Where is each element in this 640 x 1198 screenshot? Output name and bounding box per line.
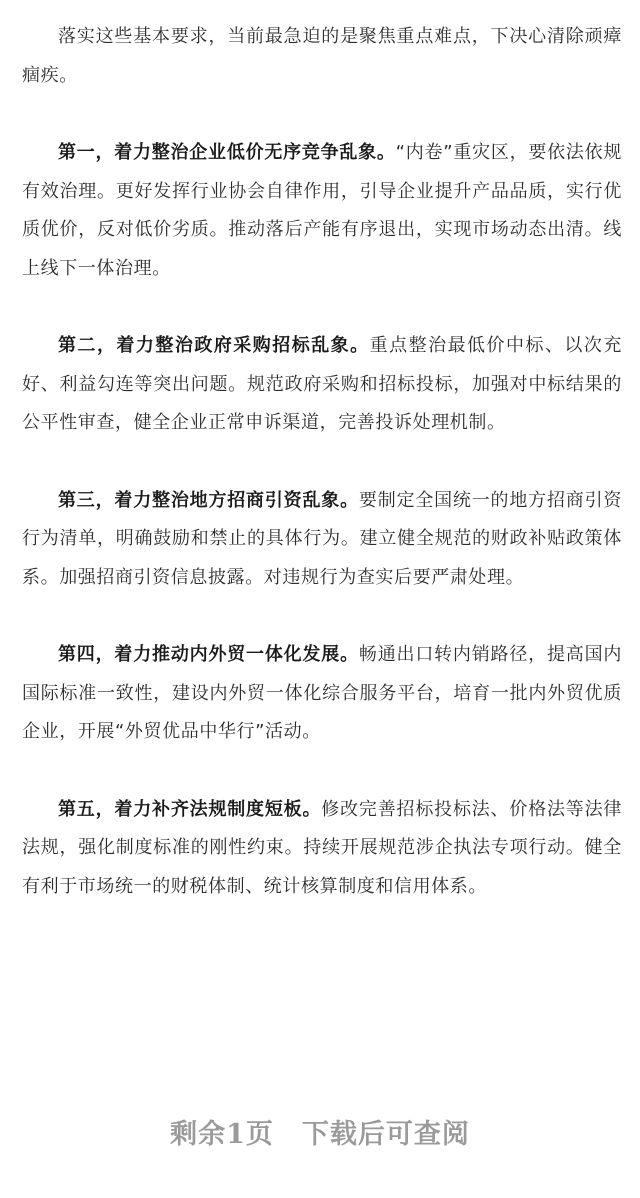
paragraph-gap <box>22 597 622 636</box>
paragraph-gap <box>22 443 622 482</box>
item-lead-2: 第二，着力整治政府采购招标乱象。 <box>58 335 370 356</box>
item-lead-4: 第四，着力推动内外贸一体化发展。 <box>58 644 359 665</box>
download-prompt[interactable] <box>0 1112 640 1151</box>
item-paragraph-4 <box>22 636 622 752</box>
item-paragraph-2 <box>22 327 622 443</box>
remaining-pages-label: 剩余1页 <box>170 1119 274 1150</box>
item-lead-1: 第一，着力整治企业低价无序竞争乱象。 <box>58 142 396 163</box>
item-lead-5: 第五，着力补齐法规制度短板。 <box>58 798 322 820</box>
intro-paragraph: 落实这些基本要求，当前最急迫的是聚焦重点难点，下决心清除顽瘴痼疾。 <box>22 26 622 86</box>
item-body-2: 重点整治最低价中标、以次充好、利益勾连等突出问题。规范政府采购和招标投标，加强对中标结果的公平性审查，健全企业正常申诉渠道，完善投诉处理机制。 <box>22 335 622 433</box>
item-body-3: 要制定全国统一的地方招商引资行为清单，明确鼓励和禁止的具体行为。建立健全规范的财政补贴政策体系。加强招商引资信息披露。对违规行为查实后要严肃处理。 <box>22 489 622 588</box>
item-paragraph-1 <box>22 134 622 288</box>
item-body-1: “内卷”重灾区，要依法依规有效治理。更好发挥行业协会自律作用，引导企业提升产品品质，实行优质优价，反对低价劣质。推动落后产能有序退出，实现市场动态出清。线上线下一体治理。 <box>22 142 622 279</box>
paragraph-gap <box>22 288 622 327</box>
download-to-view-label: 下载后可查阅 <box>301 1119 470 1150</box>
item-lead-3: 第三，着力整治地方招商引资乱象。 <box>58 489 359 511</box>
item-paragraph-3 <box>22 482 622 598</box>
item-body-5: 修改完善招标投标法、价格法等法律法规，强化制度标准的刚性约束。持续开展规范涉企执法专项行动。健全有利于市场统一的财税体制、统计核算制度和信用体系。 <box>22 798 622 897</box>
paragraph-gap <box>22 752 622 791</box>
item-paragraph-5 <box>22 791 622 907</box>
paragraph-gap <box>22 95 622 134</box>
item-body-4: 畅通出口转内销路径，提高国内国际标准一致性，建设内外贸一体化综合服务平台，培育一批内外贸优质企业，开展“外贸优品中华行”活动。 <box>22 644 622 742</box>
document-body <box>22 18 622 906</box>
